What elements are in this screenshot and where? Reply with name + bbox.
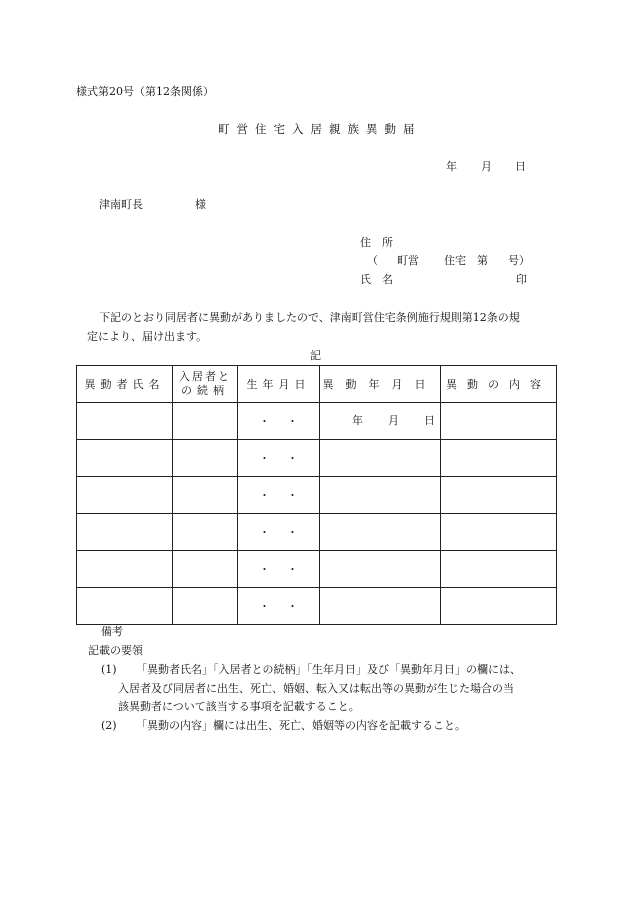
header-change-date: 異動年月日 [320, 366, 441, 403]
table-row [77, 403, 557, 440]
cell-content[interactable] [441, 403, 557, 440]
cell-change-date[interactable] [320, 551, 441, 588]
change-day: 日 [424, 414, 435, 427]
housing-number: 号） [508, 254, 530, 267]
header-content: 異動の内容 [441, 366, 557, 403]
cell-name[interactable] [77, 551, 173, 588]
housing-unit: 住宅 第 [444, 254, 488, 267]
header-relation-line1: 入居者と [179, 370, 231, 383]
ki-heading: 記 [310, 349, 321, 362]
notes-kisai: 記載の要領 [88, 644, 143, 657]
table-header-row [77, 366, 557, 403]
cell-name[interactable] [77, 440, 173, 477]
note-item-2-text: 「異動の内容」欄には出生、死亡、婚姻等の内容を記載すること。 [136, 719, 466, 732]
birth-dot: ・ [287, 599, 298, 613]
intro-line-1: 下記のとおり同居者に異動がありましたので、津南町営住宅条例施行規則第12条の規 [99, 311, 520, 324]
housing-town: 町営 [397, 254, 419, 267]
cell-relation[interactable] [173, 588, 238, 625]
birth-dot: ・ [259, 599, 270, 613]
table-row [77, 588, 557, 625]
header-birthdate: 生年月日 [238, 366, 320, 403]
notes-bikou: 備考 [101, 625, 123, 638]
cell-name[interactable] [77, 514, 173, 551]
cell-change-date[interactable] [320, 440, 441, 477]
table-row [77, 440, 557, 477]
birth-dot: ・ [259, 562, 270, 576]
header-name: 異動者氏名 [77, 366, 173, 403]
note-item-2-number: (2) [101, 719, 117, 732]
cell-name[interactable] [77, 477, 173, 514]
cell-birthdate[interactable] [238, 514, 320, 551]
addressee-honorific: 様 [195, 198, 206, 211]
table-row [77, 514, 557, 551]
birth-dot: ・ [259, 525, 270, 539]
cell-birthdate[interactable] [238, 588, 320, 625]
cell-content[interactable] [441, 551, 557, 588]
birth-dot: ・ [259, 488, 270, 502]
table-row [77, 477, 557, 514]
cell-content[interactable] [441, 514, 557, 551]
change-table [76, 365, 557, 625]
cell-birthdate[interactable] [238, 551, 320, 588]
cell-relation[interactable] [173, 551, 238, 588]
birth-dot: ・ [287, 525, 298, 539]
cell-change-date[interactable] [320, 514, 441, 551]
cell-content[interactable] [441, 477, 557, 514]
cell-content[interactable] [441, 588, 557, 625]
cell-relation[interactable] [173, 514, 238, 551]
cell-relation[interactable] [173, 477, 238, 514]
cell-birthdate[interactable] [238, 477, 320, 514]
header-relation-line2: の続柄 [181, 384, 229, 397]
cell-change-date[interactable] [320, 477, 441, 514]
intro-line-2: 定により、届け出ます。 [87, 330, 208, 343]
table-row [77, 551, 557, 588]
form-number: 様式第20号（第12条関係） [76, 85, 214, 98]
note-item-1-line-2: 入居者及び同居者に出生、死亡、婚姻、転入又は転出等の異動が生じた場合の当 [118, 682, 514, 695]
birth-dot: ・ [259, 451, 270, 465]
addressee-name: 津南町長 [99, 198, 143, 211]
cell-relation[interactable] [173, 403, 238, 440]
page-title: 町営住宅入居親族異動届 [218, 122, 422, 136]
cell-name[interactable] [77, 588, 173, 625]
birth-dot: ・ [287, 414, 298, 428]
note-item-1-number: (1) [101, 663, 117, 676]
birth-dot: ・ [259, 414, 270, 428]
birth-dot: ・ [287, 562, 298, 576]
cell-change-date[interactable] [320, 588, 441, 625]
cell-birthdate[interactable] [238, 403, 320, 440]
cell-content[interactable] [441, 440, 557, 477]
cell-change-date[interactable] [320, 403, 441, 440]
date-day: 日 [515, 160, 526, 173]
change-month: 月 [388, 414, 399, 427]
note-item-1-line-1: 「異動者氏名」「入居者との続柄」「生年月日」及び「異動年月日」の欄には、 [136, 663, 521, 676]
header-relation [173, 366, 238, 403]
change-year: 年 [352, 414, 363, 427]
housing-open-paren: （ [367, 254, 378, 267]
birth-dot: ・ [287, 451, 298, 465]
cell-birthdate[interactable] [238, 440, 320, 477]
seal-mark: 印 [516, 273, 527, 286]
cell-relation[interactable] [173, 440, 238, 477]
birth-dot: ・ [287, 488, 298, 502]
date-year: 年 [446, 160, 457, 173]
address-label: 住 所 [360, 236, 393, 249]
cell-name[interactable] [77, 403, 173, 440]
note-item-1-line-3: 該異動者について該当する事項を記載すること。 [118, 700, 360, 713]
date-month: 月 [481, 160, 492, 173]
name-label: 氏 名 [360, 273, 393, 286]
